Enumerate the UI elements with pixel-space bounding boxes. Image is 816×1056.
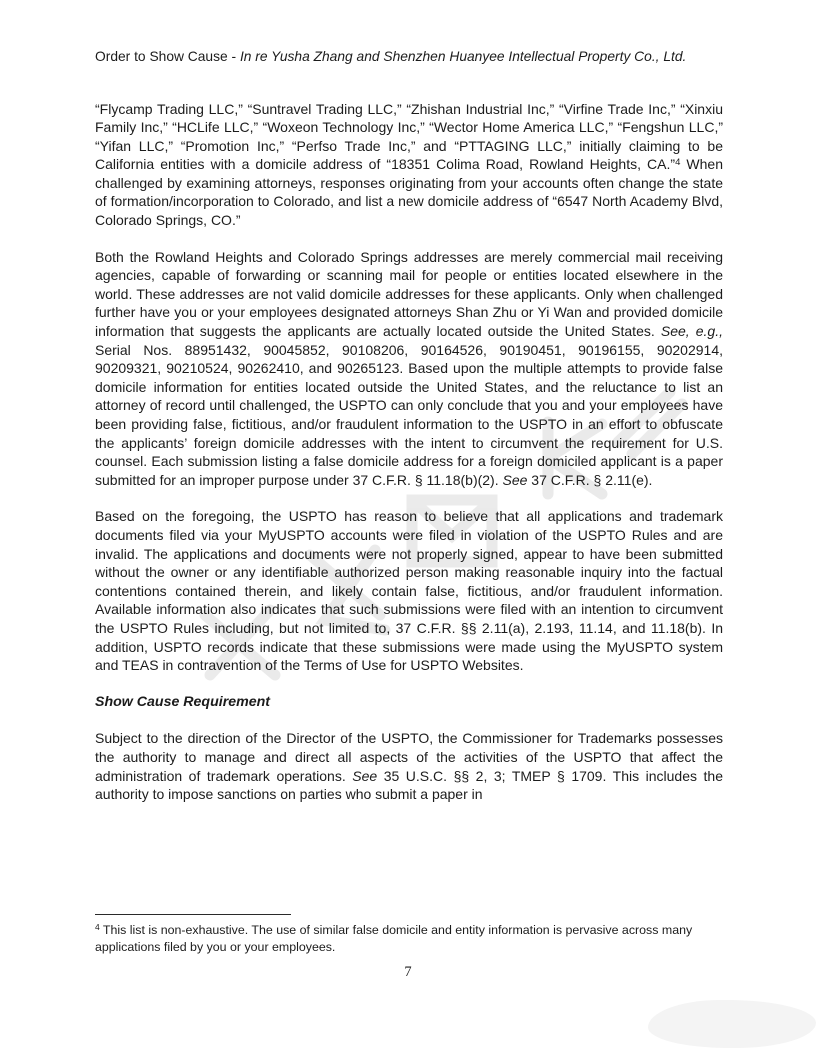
footnote [95,922,723,955]
paragraph-invalid-filings [95,507,723,674]
footnote-separator [95,914,291,915]
text-segment: 37 C.F.R. § 2.11(e). [527,471,653,488]
text-segment: Both the Rowland Heights and Colorado Springs addresses are merely commercial mail receiving agencies, capable of forwarding or scanning mail for people or entities located elsewhere in the world. These addresses are not valid domicile addresses for these applicants. Only when challenged further have you or your employees designated attorneys Shan Zhu or Yi Wan and provided domicile information that suggests the applicants are actually located outside the United States. [95,248,723,340]
section-heading: Show Cause Requirement [95,693,271,710]
document-content [95,48,723,822]
text-segment: 35 U.S.C. §§ 2, 3; TMEP § 1709. This includes the authority to impose sanctions on parties who submit a paper in [95,767,723,803]
text-segment: In re Yusha Zhang and Shenzhen Huanyee Intellectual Property Co., Ltd. [239,49,687,64]
text-segment: See, e.g., [660,323,724,340]
text-segment: See [502,471,528,488]
text-segment: Serial Nos. 88951432, 90045852, 90108206, 90164526, 90190451, 90196155, 90202914, 90209321, 90210524, 90262410, and 90265123. Based upon the multiple attempts to provide false domicile information for entities located outside the United States, and the reluctance to list an attorney of record until challenged, the USPTO can only conclude that you and your employees have been providing false, fictitious, and/or fraudulent information to the USPTO in an effort to obfuscate the applicants’ foreign domicile addresses with the intent to circumvent the requirement for U.S. counsel. Each submission listing a false domicile address for a foreign domiciled applicant is a paper submitted for an improper purpose under 37 C.F.R. § 11.18(b)(2). [95,341,723,488]
corner-watermark [648,1000,816,1048]
paragraph-domicile-addresses [95,248,723,490]
text-segment: Subject to the direction of the Director of the USPTO, the Commissioner for Trademarks possesses the authority to manage and direct all aspects of the activities of the USPTO that affect the administration of trademark operations. [95,730,723,784]
text-segment: When challenged by examining attorneys, responses originating from your accounts often change the state of formation/incorporation to Colorado, and list a new domicile address of “6547 North Academy Blvd, Colorado Springs, CO.” [95,156,723,229]
page-number: 7 [404,964,412,980]
text-segment: 4 [675,157,681,168]
text-segment: Order to Show Cause - [95,49,240,64]
document-header [95,48,723,67]
footnote-block [95,914,723,955]
text-segment: Based on the foregoing, the USPTO has reason to believe that all applications and trademark documents filed via your MyUSPTO accounts were filed in violation of the USPTO Rules and are invalid. The applications and documents were not properly signed, appear to have been submitted without the owner or any identifiable authorized person making reasonable inquiry into the factual contentions contained therein, and likely contain false, fictitious, and/or fraudulent information. Available information also indicates that such submissions were filed with an intention to circumvent the USPTO Rules including, but not limited to, 37 C.F.R. §§ 2.11(a), 2.193, 11.14, and 11.18(b). In addition, USPTO records indicate that these submissions were made using the MyUSPTO system and TEAS in contravention of the Terms of Use for USPTO Websites. [95,508,723,674]
text-segment: See [352,767,378,784]
text-segment: “Flycamp Trading LLC,” “Suntravel Trading LLC,” “Zhishan Industrial Inc,” “Virfine Trade Inc,” “Xinxiu Family Inc,” “HCLife LLC,” “Woxeon Technology Inc,” “Wector Home America LLC,” “Fengshun LLC,” “Yifan LLC,” “Promotion Inc,” “Perfso Trade Inc,” and “PTTAGING LLC,” initially claiming to be California entities with a domicile address of “18351 Colima Road, Rowland Heights, CA.” [95,100,723,173]
paragraph-commissioner-authority [95,729,723,803]
text-segment: This list is non-exhaustive. The use of similar false domicile and entity information is pervasive across many applications filed by you or your employees. [95,923,693,954]
paragraph-entity-list [95,100,723,230]
text-segment: 4 [95,922,100,933]
